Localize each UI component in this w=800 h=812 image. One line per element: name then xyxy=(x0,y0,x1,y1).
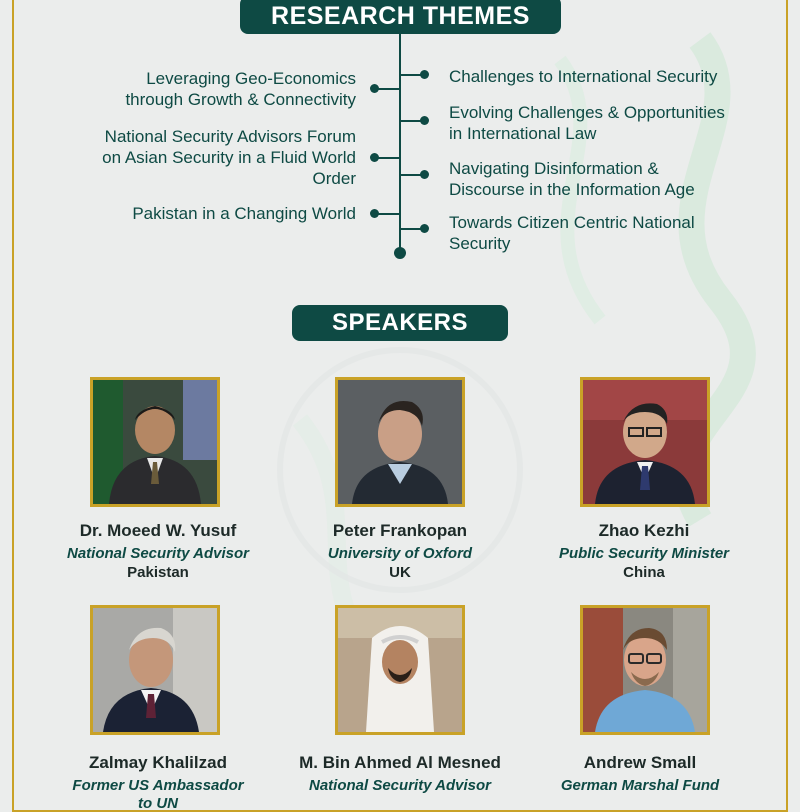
timeline-line xyxy=(399,34,401,252)
speaker-name: Zhao Kezhi xyxy=(598,521,690,540)
timeline-dot xyxy=(420,70,429,79)
theme-item: Towards Citizen Centric National Security xyxy=(449,213,695,253)
timeline-dot xyxy=(370,209,379,218)
speaker-place: Pakistan xyxy=(127,564,189,581)
speaker-name: Zalmay Khalilzad xyxy=(89,753,227,772)
theme-item: Pakistan in a Changing World xyxy=(132,204,356,223)
speaker-role: National Security Advisor xyxy=(67,545,249,562)
theme-item: Navigating Disinformation & Discourse in the Information Age xyxy=(449,159,695,199)
speaker-name: Dr. Moeed W. Yusuf xyxy=(79,521,237,540)
timeline-dot xyxy=(370,153,379,162)
speaker-place: UK xyxy=(389,564,411,581)
speaker-place: China xyxy=(623,564,665,581)
theme-item: Evolving Challenges & Opportunities in International Law xyxy=(449,103,725,143)
timeline-end-dot xyxy=(394,247,406,259)
theme-item: Leveraging Geo-Economics through Growth & Connectivity xyxy=(125,69,356,109)
speaker-photo xyxy=(580,605,710,735)
speaker-role: National Security Advisor xyxy=(309,777,491,794)
speakers-title: SPEAKERS xyxy=(292,305,508,341)
speaker-photo xyxy=(335,605,465,735)
timeline-connector xyxy=(376,157,400,159)
speaker-photo xyxy=(335,377,465,507)
timeline-dot xyxy=(420,170,429,179)
research-themes-title: RESEARCH THEMES xyxy=(240,0,561,34)
timeline-connector xyxy=(376,88,400,90)
speaker-role: Public Security Minister xyxy=(558,545,730,562)
timeline-connector xyxy=(376,213,400,215)
speaker-photo xyxy=(90,605,220,735)
speaker-role: University of Oxford xyxy=(327,545,473,562)
speaker-role: Former US Ambassador xyxy=(72,777,244,794)
speaker-name: Peter Frankopan xyxy=(332,521,468,540)
theme-item: National Security Advisors Forum on Asian Security in a Fluid World Order xyxy=(102,127,356,188)
timeline-dot xyxy=(370,84,379,93)
timeline-dot xyxy=(420,116,429,125)
timeline-dot xyxy=(420,224,429,233)
speaker-place: to UN xyxy=(138,795,178,812)
speaker-role: German Marshal Fund xyxy=(560,777,720,794)
speaker-photo xyxy=(580,377,710,507)
speaker-photo xyxy=(90,377,220,507)
speaker-name: Andrew Small xyxy=(583,753,697,772)
speaker-name: M. Bin Ahmed Al Mesned xyxy=(299,753,501,772)
theme-item: Challenges to International Security xyxy=(449,67,718,86)
